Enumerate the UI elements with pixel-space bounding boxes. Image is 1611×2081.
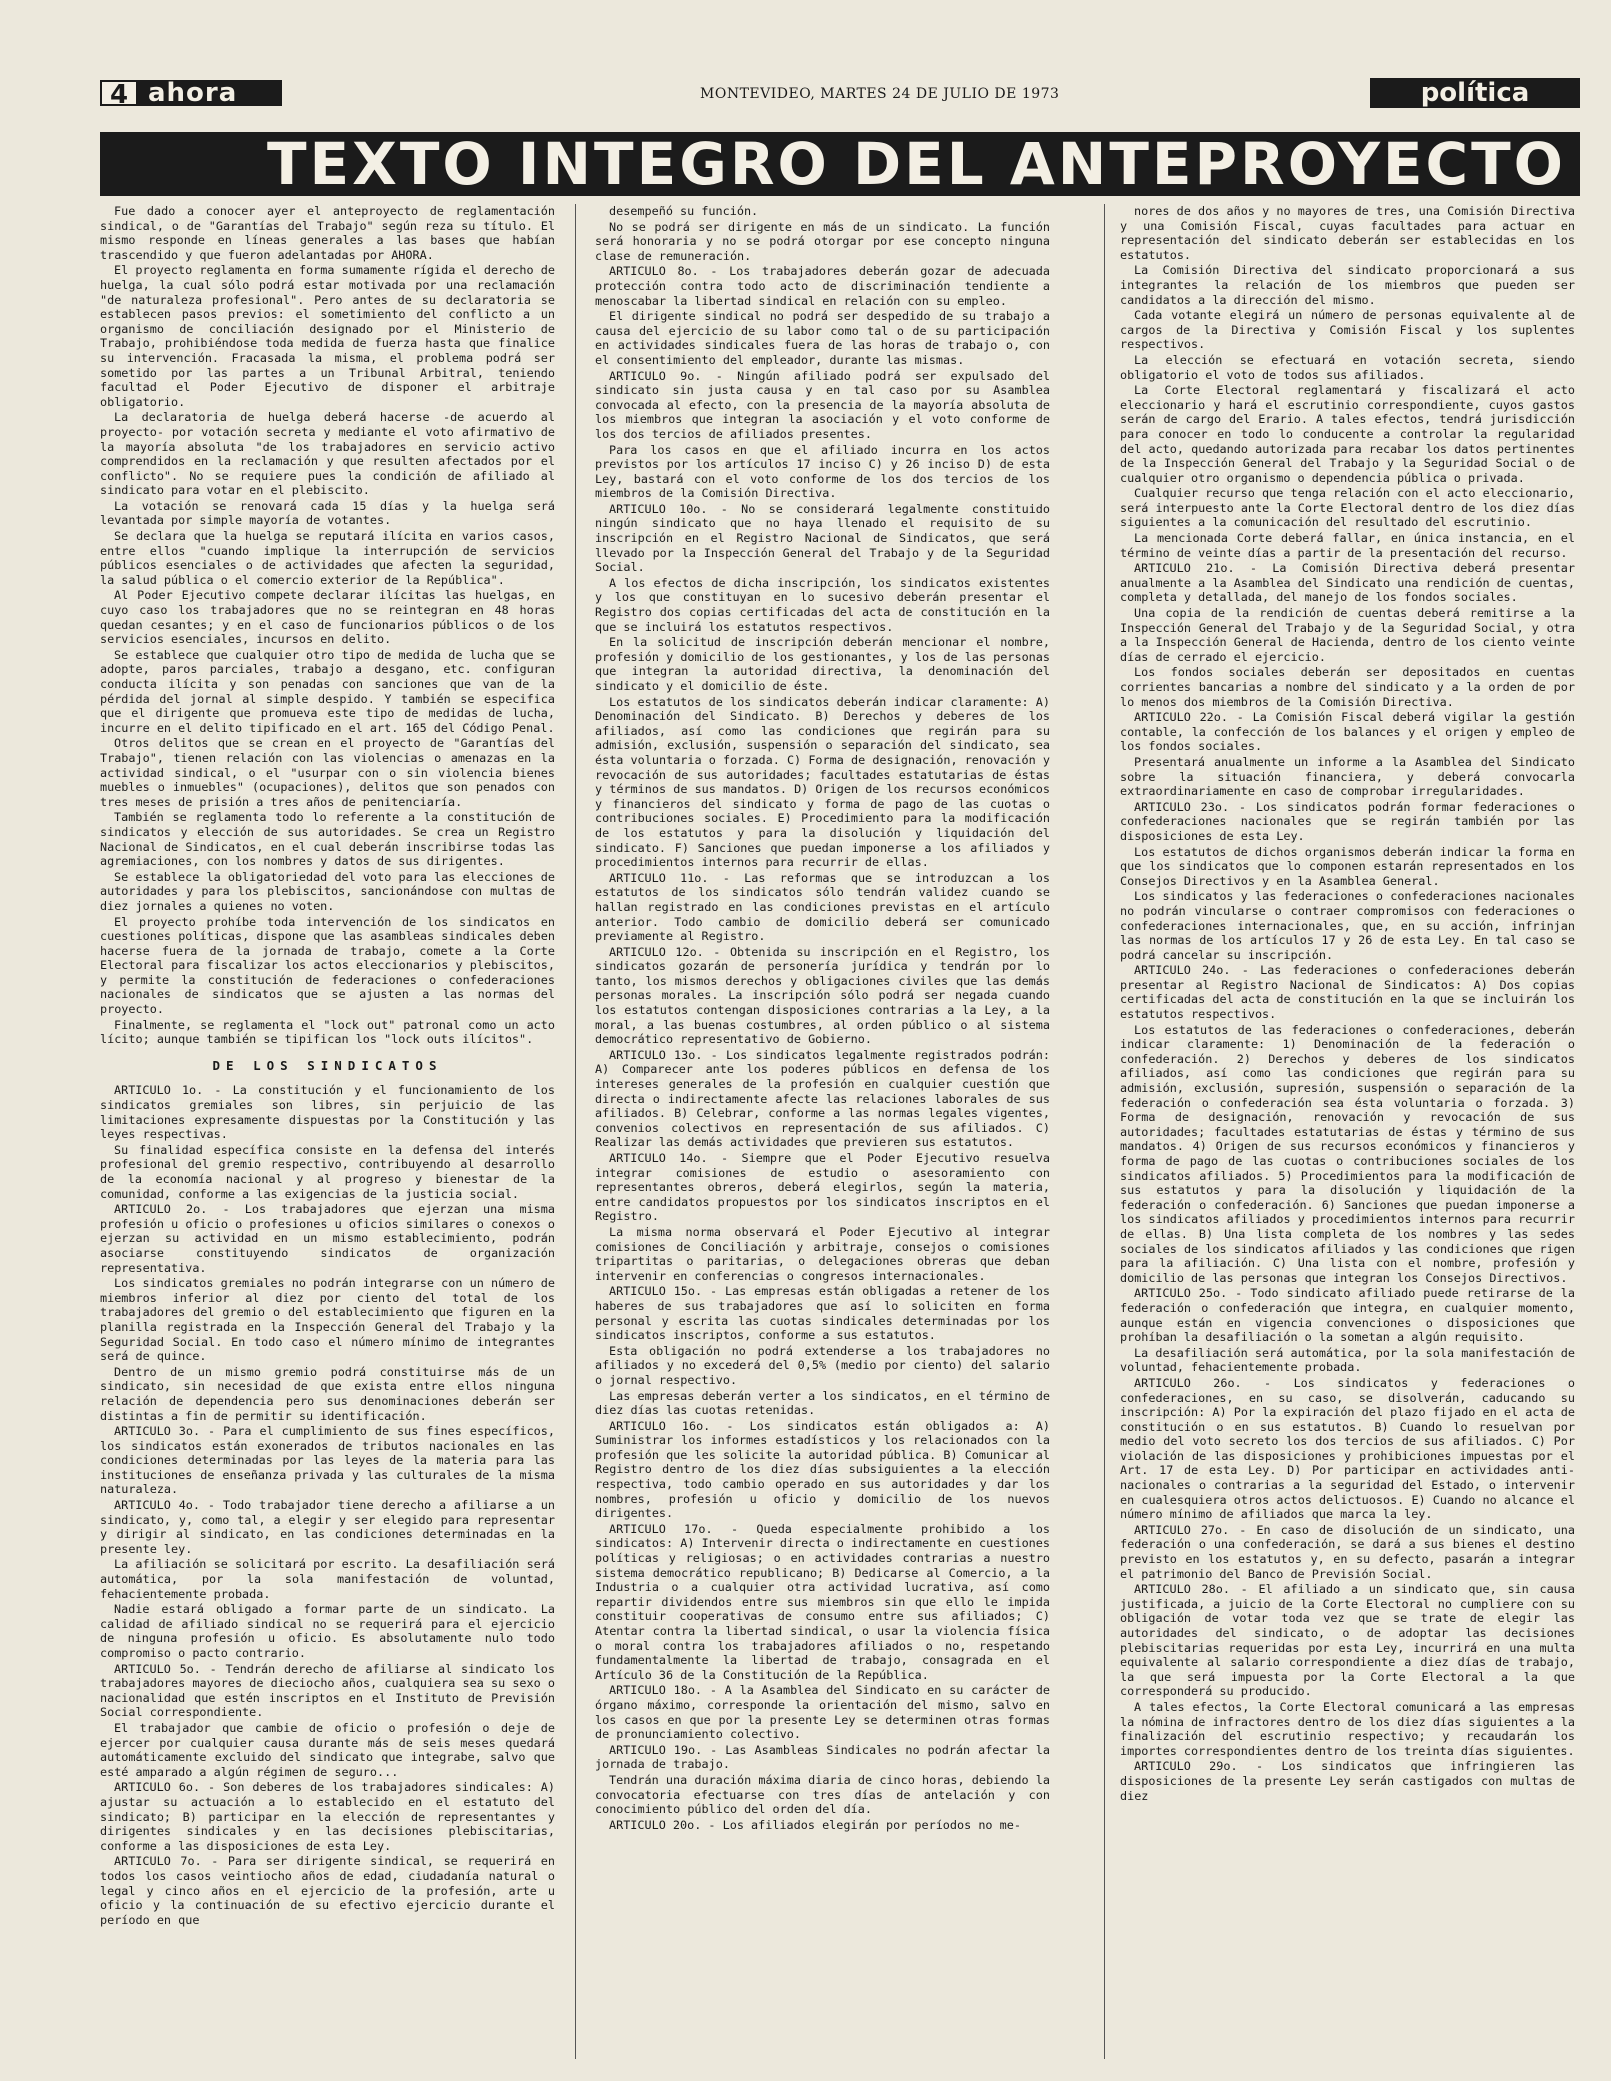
paragraph: Presentará anualmente un informe a la Asamblea del Sindicato sobre la situación financiera, y deberá convocarla extraordinariamente en caso de comprobar irregularidades.: [1120, 754, 1575, 799]
paragraph: ARTICULO 20o. - Los afiliados elegirán por períodos no me-: [609, 1817, 1021, 1832]
paragraph: Para los casos en que el afiliado incurra en los actos previstos por los artículos 17 inciso C) y 26 inciso D) de esta Ley, bastará con el voto conforme de los dos tercios de los miembros de la Comisión Directiva.: [595, 442, 1050, 501]
paragraph: ARTICULO 24o. - Las federaciones o confederaciones deberán presentar al Registro Nacional de Sindicatos: A) Dos copias certificadas del acta de constitución en la que se incluirán los estatutos respectivos.: [1120, 963, 1575, 1022]
page-number: 4: [100, 80, 138, 106]
paragraph: ARTICULO 26o. - Los sindicatos y federaciones o confederaciones, en su caso, se disolverán, caducando su inscripción: A) Por la expiración del plazo fijado en el acta de constitución o en sus estatutos. B) Cuando lo resuelvan por medio del voto secreto los dos tercios de sus afiliados. C) Por violación de las disposiciones y prohibiciones impuestas por el Art. 17 de esta Ley. D) Por participar en actividades anti-nacionales o contrarias a la seguridad del Estado, o intervenir en cualesquiera otros actos delictuosos. E) Cuando no alcance el número mínimo de afiliados que marca la ley.: [1120, 1375, 1575, 1522]
column-divider: [1104, 204, 1105, 2059]
paragraph: ARTICULO 29o. - Los sindicatos que infringieren las disposiciones de la presente Ley serán castigados con multas de diez: [1120, 1759, 1575, 1803]
paragraph: Tendrán una duración máxima diaria de cinco horas, debiendo la convocatoria efectuarse con tres días de antelación y con conocimiento público del orden del día.: [595, 1772, 1050, 1817]
paragraph: Finalmente, se reglamenta el "lock out" patronal como un acto lícito; aunque también se tipifican los "lock outs ilícitos".: [100, 1017, 555, 1047]
paragraph: ARTICULO 21o. - La Comisión Directiva deberá presentar anualmente a la Asamblea del Sindicato una rendición de cuentas, completa y detallada, del manejo de los fondos sociales.: [1120, 561, 1575, 605]
paragraph: ARTICULO 4o. - Todo trabajador tiene derecho a afiliarse a un sindicato, y, como tal, a elegir y ser elegido para representar y dirigir al sindicato, en las condiciones determinadas en la presente ley.: [100, 1498, 555, 1556]
paragraph: ARTICULO 18o. - A la Asamblea del Sindicato en su carácter de órgano máximo, corresponde la orientación del mismo, salvo en los casos en que por la presente Ley se determinen otras formas de pronunciamiento colectivo.: [595, 1683, 1050, 1742]
column-3: [1120, 204, 1575, 2059]
paragraph: No se podrá ser dirigente en más de un sindicato. La función será honoraria y no se podrá otorgar por ese concepto ninguna clase de remuneración.: [595, 219, 1050, 263]
masthead: [100, 78, 1580, 108]
paragraph: El dirigente sindical no podrá ser despedido de su trabajo a causa del ejercicio de su labor como tal o de su participación en actividades sindicales fuera de las horas de trabajo o, con el consentimiento del empleador, durante las mismas.: [595, 309, 1050, 367]
column-divider: [575, 204, 576, 2059]
article-columns: [100, 204, 1580, 2059]
articles-text: [100, 1083, 555, 1927]
paragraph: Fue dado a conocer ayer el anteproyecto de reglamentación sindical, o de "Garantías del Trabajo" según reza su título. El mismo responde en líneas generales a las bases que habían trascendido y que fueron adelantadas por AHORA.: [100, 204, 555, 262]
paragraph: La afiliación se solicitará por escrito. La desafiliación será automática, por la sola manifestación de voluntad, fehacientemente probada.: [100, 1557, 555, 1601]
paragraph: La declaratoria de huelga deberá hacerse -de acuerdo al proyecto- por votación secreta y mediante el voto afirmativo de la mayoría absoluta "de los trabajadores en servicio activo comprendidos en la reclamación y que resulten afectados por el conflicto". No se requiere pues la condición de afiliado al sindicato para votar en el plebiscito.: [100, 410, 555, 498]
paragraph: ARTICULO 8o. - Los trabajadores deberán gozar de adecuada protección contra todo acto de discriminación tendiente a menoscabar la libertad sindical en relación con su empleo.: [595, 264, 1050, 308]
section-subhead: DE LOS SINDICATOS: [212, 1057, 443, 1073]
paragraph: El proyecto reglamenta en forma sumamente rígida el derecho de huelga, la cual sólo podrá estar motivada por una reclamación "de naturaleza profesional". Pero antes de su declaratoria se establecen pasos previos: el sometimiento del conflicto a un organismo de conciliación designado por el Ministerio de Trabajo, prohibiéndose toda medida de fuerza hasta que finalice su intervención. Fracasada la misma, el problema podrá ser sometido por las partes a un Tribunal Arbitral, teniendo facultad el Poder Ejecutivo de disponer el arbitraje obligatorio.: [100, 263, 555, 409]
paragraph: ARTICULO 11o. - Las reformas que se introduzcan a los estatutos de los sindicatos sólo tendrán validez cuando se hallan registrado en las condiciones previstas en el artículo anterior. Todo cambio de domicilio deberá ser comunicado previamente al Registro.: [595, 870, 1050, 944]
paragraph: La elección se efectuará en votación secreta, siendo obligatorio el voto de todos sus afiliados.: [1120, 352, 1575, 382]
paragraph: ARTICULO 23o. - Los sindicatos podrán formar federaciones o confederaciones nacionales que se regirán también por las disposiciones de esta Ley.: [1120, 799, 1575, 843]
paragraph: En la solicitud de inscripción deberán mencionar el nombre, profesión y domicilio de los gestionantes, y los de las personas que integran la autoridad directiva, la denominación del sindicato y el domicilio de éste.: [595, 635, 1050, 693]
paragraph: ARTICULO 17o. - Queda especialmente prohibido a los sindicatos: A) Intervenir directa o indirectamente en cuestiones políticas y religiosas; o en actividades contrarias a nuestro sistema democrático republicano; B) Dedicarse al Comercio, a la Industria o a cualquier otra actividad lucrativa, así como repartir dividendos entre sus miembros sin que ello le impida constituir cooperativas de consumo entre sus afiliados; C) Atentar contra la libertad sindical, o usar la violencia física o moral contra los trabajadores afiliados o no, respetando fundamentalmente la libertad de trabajo, consagrada en el Artículo 36 de la Constitución de la República.: [595, 1521, 1050, 1682]
paragraph: ARTICULO 3o. - Para el cumplimiento de sus fines específicos, los sindicatos están exonerados de tributos nacionales en las condiciones determinadas por las leyes de la materia para las instituciones de enseñanza privada y las culturales de la misma naturaleza.: [100, 1424, 555, 1497]
paragraph: Los sindicatos y las federaciones o confederaciones nacionales no podrán vincularse o contraer compromisos con federaciones o confederaciones internacionales, que, en su acción, infrinjan las normas de los artículos 17 y 26 de esta Ley. En tal caso se podrá cancelar su inscripción.: [1120, 889, 1575, 962]
paragraph: La Corte Electoral reglamentará y fiscalizará el acto eleccionario y hará el escrutinio correspondiente, cuyos gastos serán de cargo del Erario. A tales efectos, tendrá jurisdicción para conocer en todo lo conducente a controlar la regularidad del acto, quedando autorizada para recabar los datos pertinentes de la Inspección General del Trabajo y la Seguridad Social o de cualquier otro organismo o dependencia pública o privada.: [1120, 383, 1575, 485]
headline: TEXTO INTEGRO DEL ANTEPROYECTO: [100, 132, 1580, 196]
paragraph: ARTICULO 5o. - Tendrán derecho de afiliarse al sindicato los trabajadores mayores de dieciocho años, cualquiera sea su sexo o nacionalidad que estén inscriptos en el Instituto de Previsión Social correspondiente.: [100, 1661, 555, 1720]
publication-name: ahora: [148, 78, 238, 108]
paragraph: Las empresas deberán verter a los sindicatos, en el término de diez días las cuotas retenidas.: [595, 1388, 1050, 1418]
paragraph: Cualquier recurso que tenga relación con el acto eleccionario, será interpuesto ante la Corte Electoral dentro de los diez días siguientes a la comunicación del resultado del escrutinio.: [1120, 486, 1575, 530]
paragraph: A los efectos de dicha inscripción, los sindicatos existentes y los que constituyan en lo sucesivo deberán presentar el Registro dos copias certificadas del acta de constitución en la que se incluirá los estatutos respectivos.: [595, 575, 1050, 634]
paragraph: ARTICULO 6o. - Son deberes de los trabajadores sindicales: A) ajustar su actuación a lo establecido en el estatuto del sindicato; B) participar en la elección de representantes y dirigentes sindicales y en las decisiones plebiscitarias, conforme a las disposiciones de esta Ley.: [100, 1780, 555, 1853]
paragraph: El trabajador que cambie de oficio o profesión o deje de ejercer por cualquier causa durante más de seis meses quedará automáticamente excluido del sindicato que integrabe, salvo que esté amparado a algún régimen de seguro...: [100, 1720, 555, 1779]
paragraph: Se declara que la huelga se reputará ilícita en varios casos, entre ellos "cuando implique la interrupción de servicios públicos esenciales o de actividades que afecten la seguridad, la salud pública o el comercio exterior de la República".: [100, 529, 555, 587]
paragraph: ARTICULO 12o. - Obtenida su inscripción en el Registro, los sindicatos gozarán de personería jurídica y tendrán por lo tanto, los mismos derechos y obligaciones civiles que las demás personas morales. La inscripción sólo podrá ser negada cuando los estatutos contengan disposiciones contrarias a la Ley, a la moral, a las buenas costumbres, al orden público o al sistema democrático representativo de Gobierno.: [595, 944, 1050, 1047]
paragraph: ARTICULO 10o. - No se considerará legalmente constituido ningún sindicato que no haya llenado el requisito de su inscripción en el Registro Nacional de Sindicatos, que será llevado por la Inspección General del Trabajo y de la Seguridad Social.: [595, 501, 1050, 575]
paragraph: El proyecto prohíbe toda intervención de los sindicatos en cuestiones políticas, dispone que las asambleas sindicales deben hacerse fuera de la jornada de trabajo, comete a la Corte Electoral para fiscalizar los actos eleccionarios y plebiscitos, y permite la constitución de federaciones o confederaciones nacionales de sindicatos que se ajusten a las normas del proyecto.: [100, 914, 555, 1017]
paragraph: Dentro de un mismo gremio podrá constituirse más de un sindicato, sin necesidad de que exista entre ellos ninguna relación de dependencia pero sus denominaciones deberán ser distintas a fin de permitir su identificación.: [100, 1364, 555, 1423]
column-2-text: [595, 204, 1050, 1832]
paragraph: Los estatutos de dichos organismos deberán indicar la forma en que los sindicatos que lo componen estarán representados en los Consejos Directivos y en la Asamblea General.: [1120, 844, 1575, 888]
paragraph: La misma norma observará el Poder Ejecutivo al integrar comisiones de Conciliación y arbitraje, consejos o comisiones tripartitas o paritarias, o delegaciones obreras que deban intervenir en conferencias o congresos internacionales.: [595, 1224, 1050, 1283]
paragraph: También se reglamenta todo lo referente a la constitución de sindicatos y elección de sus autoridades. Se crea un Registro Nacional de Sindicatos, en el cual deberán inscribirse todas las agremiaciones, con los nombres y datos de sus dirigentes.: [100, 810, 555, 869]
column-3-text: [1120, 204, 1575, 1803]
paragraph: Se establece que cualquier otro tipo de medida de lucha que se adopte, paros parciales, trabajo a desgano, etc. configuran conducta ilícita y son penadas con sanciones que van de la pérdida del jornal al simple despido. Y también se especifica que el dirigente que promueva este tipo de medidas de lucha, incurre en el delito tipificado en el art. 165 del Código Penal.: [100, 647, 555, 735]
paragraph: ARTICULO 14o. - Siempre que el Poder Ejecutivo resuelva integrar comisiones de estudio o asesoramiento con representantes obreros, deberá elegirlos, según la materia, entre candidatos propuestos por los sindicatos inscriptos en el Registro.: [595, 1151, 1050, 1224]
paragraph: ARTICULO 15o. - Las empresas están obligadas a retener de los haberes de sus trabajadores que así lo soliciten en forma personal y escrita las cuotas sindicales determinadas por los sindicatos inscriptos, conforme a sus estatutos.: [595, 1284, 1050, 1343]
paragraph: Otros delitos que se crean en el proyecto de "Garantías del Trabajo", tienen relación con las violencias o amenazas en la actividad sindical, o el "usurpar con o sin violencia bienes muebles o inmuebles" (ocupaciones), delitos que son penados con tres meses de prisión a tres años de penitenciaría.: [100, 736, 555, 809]
paragraph: ARTICULO 25o. - Todo sindicato afiliado puede retirarse de la federación o confederación que integra, en cualquier momento, aunque están en vigencia convenciones o disposiciones que prohíban la desafiliación o la sometan a algún requisito.: [1120, 1286, 1575, 1345]
paragraph: La Comisión Directiva del sindicato proporcionará a sus integrantes la relación de los miembros que pueden ser candidatos a la dirección del mismo.: [1120, 263, 1575, 307]
paragraph: ARTICULO 9o. - Ningún afiliado podrá ser expulsado del sindicato sin justa causa y en tal caso por su Asamblea convocada al efecto, con la presencia de la mayoría absoluta de los miembros que integran la asociación y el voto conforme de los dos tercios de afiliados presentes.: [595, 368, 1050, 441]
section-label: política: [1370, 78, 1580, 108]
paragraph: La votación se renovará cada 15 días y la huelga será levantada por simple mayoría de votantes.: [100, 498, 555, 528]
intro-text: [100, 204, 555, 1047]
paragraph: Cada votante elegirá un número de personas equivalente al de cargos de la Directiva y Comisión Fiscal y los suplentes respectivos.: [1120, 308, 1575, 352]
paragraph: Se establece la obligatoriedad del voto para las elecciones de autoridades y para los plebiscitos, sancionándose con multas de diez jornales a quienes no voten.: [100, 869, 555, 913]
paragraph: nores de dos años y no mayores de tres, una Comisión Directiva y una Comisión Fiscal, cuyas facultades para actuar en representación del sindicato deberán ser establecidas en los estatutos.: [1120, 204, 1575, 262]
page-label: [100, 78, 282, 110]
paragraph: Los estatutos de las federaciones o confederaciones, deberán indicar claramente: 1) Denominación de la federación o confederación. 2) Derechos y deberes de los sindicatos afiliados, así como las condiciones que regirán para su admisión, exclusión, supresión, suspensión o separación de la federación o confederación sea ésta voluntaria o forzada. 3) Forma de designación, renovación y revocación de sus autoridades; facultades estatutarias de éstas y término de sus mandatos. 4) Origen de sus recursos económicos y financieros y forma de pago de las cuotas o contribuciones sociales de los sindicatos afiliados. 5) Procedimientos para la modificación de sus estatutos y para la disolución y liquidación de la federación o confederación. 6) Sanciones que puedan imponerse a los sindicatos afiliados y procedimientos internos para recurrir de ellas. B) Una lista completa de los nombres y las sedes sociales de los sindicatos afiliados y las condiciones que rigen para la afiliación. C) Una lista con el nombre, profesión y domicilio de las personas que integran los Consejos Directivos.: [1120, 1022, 1575, 1285]
paragraph: A tales efectos, la Corte Electoral comunicará a las empresas la nómina de infractores dentro de los diez días siguientes a la finalización del escrutinio respectivo; y recaudarán los importes correspondientes dentro de los treinta días siguientes.: [1120, 1699, 1575, 1758]
paragraph: Nadie estará obligado a formar parte de un sindicato. La calidad de afiliado sindical no se requerirá para el ejercicio de ninguna profesión u oficio. Es absolutamente nulo todo compromiso o pacto contrario.: [100, 1602, 555, 1660]
paragraph: Al Poder Ejecutivo compete declarar ilícitas las huelgas, en cuyo caso los trabajadores que no se reintegran en 48 horas quedan cesantes; y en el caso de funcionarios públicos o de los servicios esenciales, incursos en delito.: [100, 588, 555, 647]
paragraph: Una copia de la rendición de cuentas deberá remitirse a la Inspección General del Trabajo y de la Seguridad Social, y otra a la Inspección General de Hacienda, dentro de los ciento veinte días de cerrado el ejercicio.: [1120, 606, 1575, 664]
paragraph: ARTICULO 2o. - Los trabajadores que ejerzan una misma profesión u oficio o profesiones u oficios similares o conexos o ejerzan su actividad en un mismo establecimiento, podrán asociarse constituyendo sindicatos de organización representativa.: [100, 1202, 555, 1275]
paragraph: ARTICULO 16o. - Los sindicatos están obligados a: A) Suministrar los informes estadísticos y los relacionados con la profesión que les solicite la autoridad pública. B) Comunicar al Registro dentro de los diez días subsiguientes a la elección respectiva, todo cambio operado en sus autoridades y dar los nombres, profesión u oficio y domicilio de los nuevos dirigentes.: [595, 1418, 1050, 1521]
paragraph: ARTICULO 28o. - El afiliado a un sindicato que, sin causa justificada, a juicio de la Corte Electoral no cumpliere con su obligación de votar toda vez que se trate de elegir las autoridades del sindicato, o de adoptar las decisiones plebiscitarias requeridas por esta Ley, incurrirá en una multa equivalente al salario correspondiente a diez días de trabajo, la que será impuesta por la Corte Electoral a la que corresponderá su producido.: [1120, 1582, 1575, 1699]
column-2: [595, 204, 1050, 2059]
paragraph: ARTICULO 7o. - Para ser dirigente sindical, se requerirá en todos los casos veintiocho años de edad, ciudadanía natural o legal y cinco años en el ejercicio de la profesión, arte u oficio y la continuación de su efectivo ejercicio durante el período en que: [100, 1854, 555, 1927]
paragraph: ARTICULO 19o. - Las Asambleas Sindicales no podrán afectar la jornada de trabajo.: [595, 1742, 1050, 1772]
paragraph: Los fondos sociales deberán ser depositados en cuentas corrientes bancarias a nombre del sindicato y a la orden de por lo menos dos miembros de la Comisión Directiva.: [1120, 665, 1575, 709]
paragraph: desempeñó su función.: [609, 204, 759, 218]
paragraph: ARTICULO 27o. - En caso de disolución de un sindicato, una federación o una confederación, se dará a sus bienes el destino previsto en los estatutos y, en su defecto, pasarán a integrar el patrimonio del Banco de Previsión Social.: [1120, 1522, 1575, 1581]
paragraph: ARTICULO 22o. - La Comisión Fiscal deberá vigilar la gestión contable, la confección de los balances y el origen y empleo de los fondos sociales.: [1120, 710, 1575, 754]
paragraph: Los sindicatos gremiales no podrán integrarse con un número de miembros inferior al diez por ciento del total de los trabajadores del gremio o del establecimiento que figuren en la planilla registrada en la Inspección General del Trabajo y la Seguridad Social. En todo caso el número mínimo de integrantes será de quince.: [100, 1276, 555, 1364]
paragraph: ARTICULO 13o. - Los sindicatos legalmente registrados podrán: A) Comparecer ante los poderes públicos en defensa de los intereses generales de la profesión en cualquier cuestión que directa o indirectamente afecte las relaciones laborales de sus afiliados. B) Celebrar, conforme a las normas legales vigentes, convenios colectivos en representación de sus afiliados. C) Realizar las demás actividades que previeren sus estatutos.: [595, 1047, 1050, 1150]
paragraph: Esta obligación no podrá extenderse a los trabajadores no afiliados y no excederá del 0,5% (medio por ciento) del salario o jornal respectivo.: [595, 1343, 1050, 1387]
paragraph: Su finalidad específica consiste en la defensa del interés profesional del gremio respectivo, contribuyendo al desarrollo de la economía nacional y al progreso y bienestar de la comunidad, conforme a las exigencias de la justicia social.: [100, 1142, 555, 1201]
paragraph: La desafiliación será automática, por la sola manifestación de voluntad, fehacientemente probada.: [1120, 1345, 1575, 1375]
dateline: MONTEVIDEO, MARTES 24 DE JULIO DE 1973: [700, 86, 1060, 102]
paragraph: La mencionada Corte deberá fallar, en única instancia, en el término de veinte días a partir de la presentación del recurso.: [1120, 531, 1575, 560]
paragraph: ARTICULO 1o. - La constitución y el funcionamiento de los sindicatos gremiales son libres, sin perjuicio de las limitaciones expresamente dispuestas por la Constitución y las leyes respectivas.: [100, 1083, 555, 1142]
paragraph: Los estatutos de los sindicatos deberán indicar claramente: A) Denominación del Sindicato. B) Derechos y deberes de los afiliados, así como las condiciones que regirán para su admisión, exclusión, suspensión o separación del sindicato, sea ésta voluntaria o forzada. C) Forma de designación, renovación y revocación de sus autoridades; facultades estatutarias de éstas y términos de sus mandatos. D) Origen de los recursos económicos y financieros del sindicato y forma de pago de las cuotas o contribuciones sociales. E) Procedimiento para la modificación de los estatutos y para la disolución y liquidación del sindicato. F) Sanciones que puedan imponerse a los afiliados y procedimientos internos para recurrir de ellas.: [595, 694, 1050, 870]
column-1: [100, 204, 555, 2059]
